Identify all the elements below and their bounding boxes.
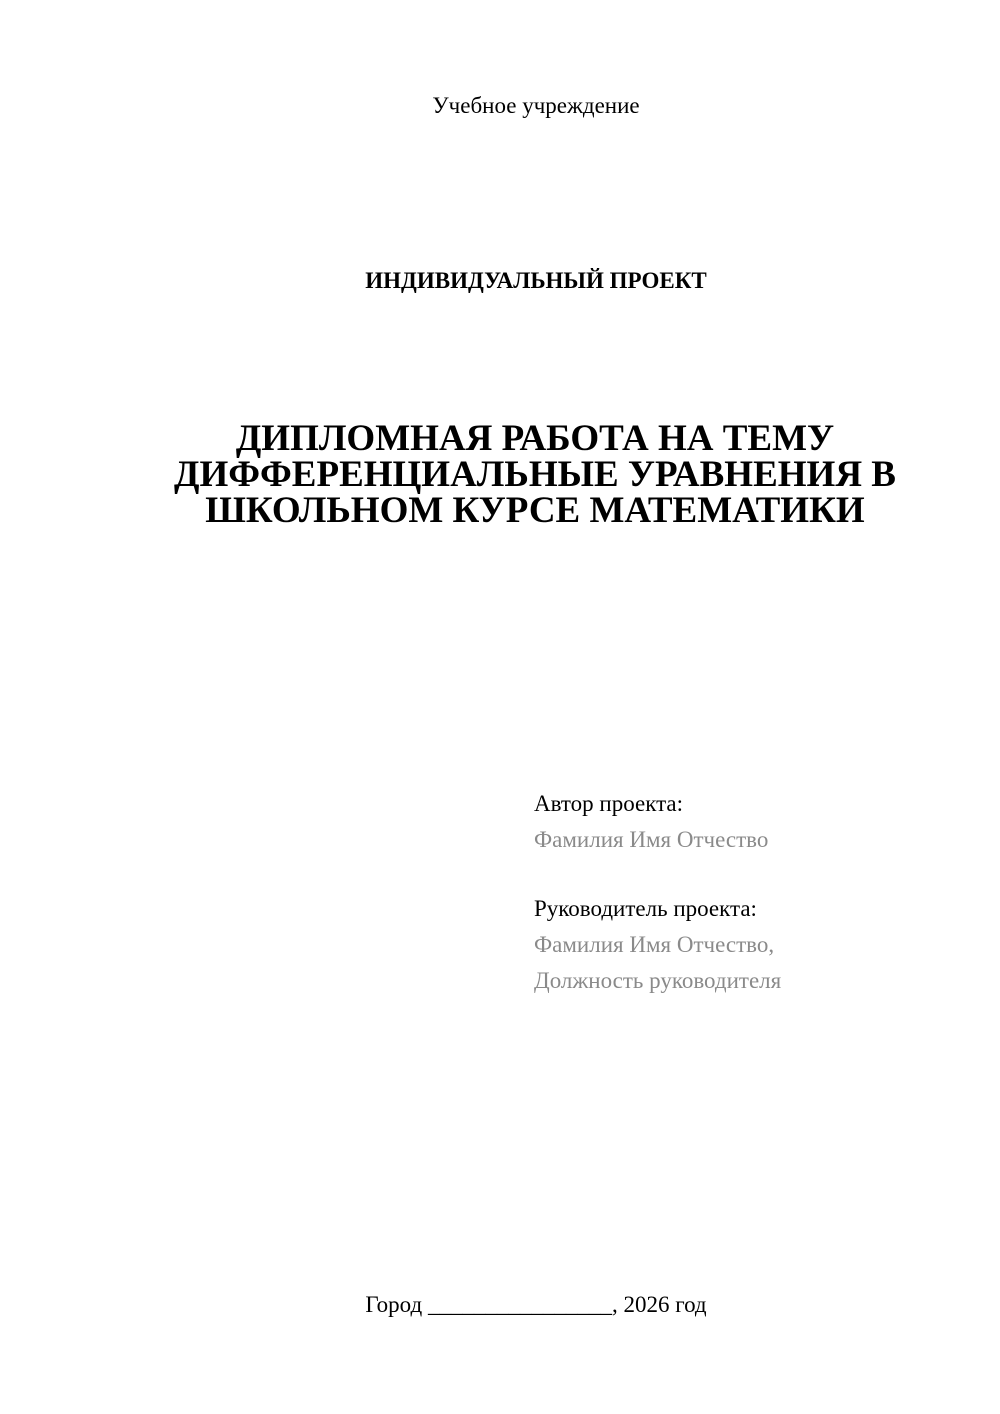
- author-name: Фамилия Имя Отчество: [534, 827, 769, 852]
- project-type-heading: ИНДИВИДУАЛЬНЫЙ ПРОЕКТ: [365, 268, 707, 293]
- supervisor-name: Фамилия Имя Отчество,: [534, 932, 775, 957]
- city-year-line: [0, 1290, 1000, 1320]
- title-line-3: ШКОЛЬНОМ КУРСЕ МАТЕМАТИКИ: [205, 490, 865, 531]
- author-block: [534, 786, 974, 858]
- city-blank: ________________: [427, 1292, 612, 1317]
- year-text: , 2026 год: [611, 1292, 707, 1317]
- supervisor-label: Руководитель проекта:: [534, 896, 757, 921]
- supervisor-position: Должность руководителя: [534, 968, 782, 993]
- institution-name: Учебное учреждение: [432, 93, 640, 118]
- author-label: Автор проекта:: [534, 791, 683, 816]
- title-line-1: ДИПЛОМНАЯ РАБОТА НА ТЕМУ: [235, 418, 835, 459]
- title-line-2: ДИФФЕРЕНЦИАЛЬНЫЕ УРАВНЕНИЯ В: [174, 454, 896, 495]
- supervisor-block: [534, 891, 974, 999]
- document-title: [140, 418, 930, 531]
- city-label: Город: [365, 1292, 423, 1317]
